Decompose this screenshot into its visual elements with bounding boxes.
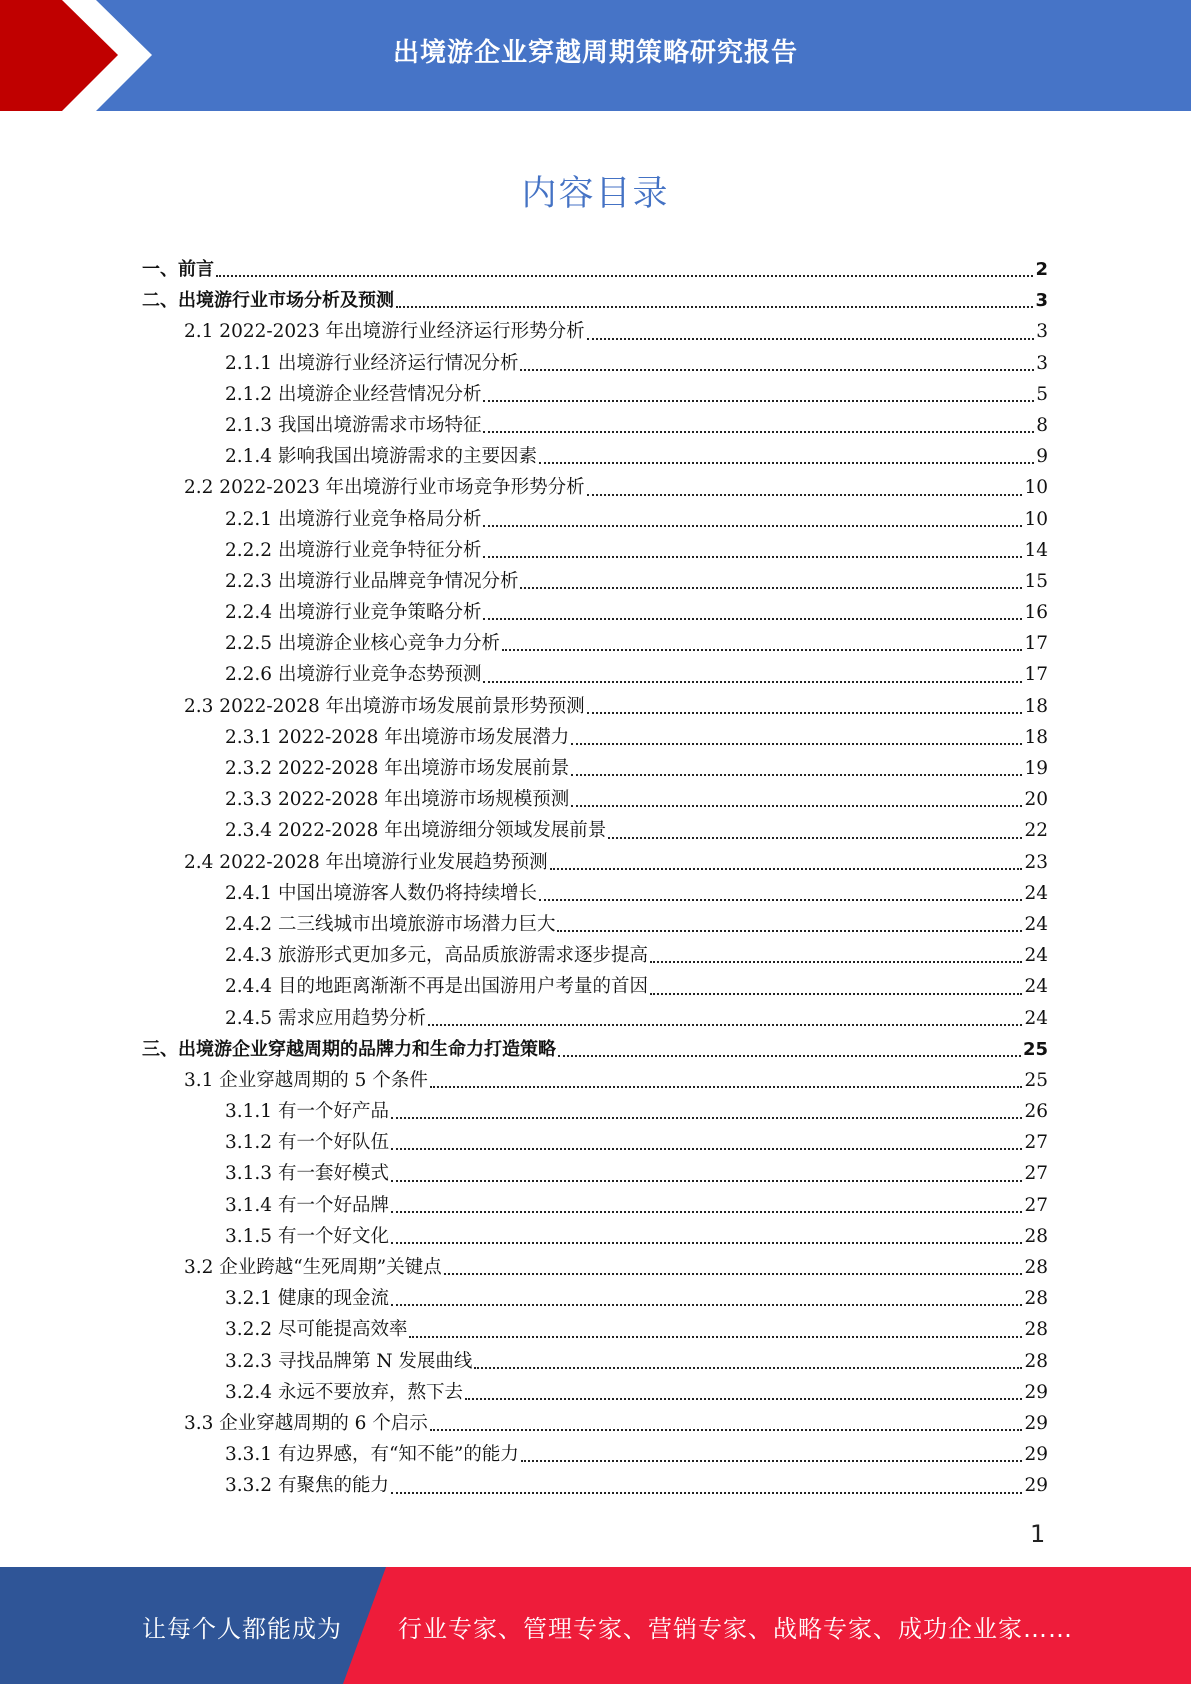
toc-entry-page: 14 (1024, 539, 1048, 561)
toc-entry[interactable] (142, 1252, 1048, 1283)
toc-dot-leader (409, 1335, 1022, 1338)
toc-dot-leader (587, 337, 1035, 340)
toc-dot-leader (483, 680, 1022, 683)
toc-entry-label: 2.2.2 出境游行业竞争特征分析 (225, 539, 482, 561)
toc-entry-label: 2.3 2022-2028 年出境游市场发展前景形势预测 (184, 695, 585, 717)
toc-entry-page: 28 (1024, 1257, 1048, 1278)
toc-entry[interactable] (142, 1221, 1048, 1252)
toc-entry-page: 2 (1035, 259, 1048, 280)
toc-entry-label: 2.2.1 出境游行业竞争格局分析 (225, 508, 482, 530)
toc-dot-leader (391, 1147, 1022, 1150)
toc-entry-label: 2.1.4 影响我国出境游需求的主要因素 (225, 446, 537, 468)
toc-entry-label: 3.2 企业跨越“生死周期”关键点 (184, 1257, 442, 1278)
toc-entry[interactable] (142, 1127, 1048, 1158)
toc-dot-leader (391, 1241, 1022, 1244)
toc-entry-page: 5 (1036, 383, 1048, 405)
toc-entry-label: 2.4.2 二三线城市出境旅游市场潜力巨大 (225, 913, 556, 935)
footer-slogan-left: 让每个人都能成为 (142, 1615, 342, 1643)
toc-entry[interactable] (142, 628, 1048, 659)
toc-entry-label: 3.1 企业穿越周期的 5 个条件 (184, 1069, 428, 1091)
toc-entry-page: 24 (1024, 1007, 1048, 1029)
toc-dot-leader (474, 1366, 1022, 1369)
toc-entry-label: 2.3.1 2022-2028 年出境游市场发展潜力 (225, 726, 570, 748)
toc-entry[interactable] (142, 285, 1048, 316)
toc-dot-leader (430, 1085, 1023, 1088)
toc-entry-label: 2.3.3 2022-2028 年出境游市场规模预测 (225, 789, 570, 811)
toc-entry-label: 一、前言 (142, 259, 214, 280)
toc-title: 内容目录 (521, 174, 670, 214)
toc-entry[interactable] (142, 1190, 1048, 1221)
toc-dot-leader (391, 1210, 1022, 1213)
toc-dot-leader (391, 1116, 1022, 1119)
toc-dot-leader (483, 524, 1022, 527)
toc-dot-leader (587, 493, 1023, 496)
toc-dot-leader (550, 867, 1023, 870)
toc-entry-page: 8 (1036, 414, 1048, 436)
toc-dot-leader (428, 1023, 1022, 1026)
toc-entry-page: 3 (1036, 321, 1048, 343)
toc-dot-leader (571, 742, 1022, 745)
toc-dot-leader (444, 1272, 1023, 1275)
page-footer (0, 1567, 1191, 1684)
toc-entry-page: 10 (1024, 508, 1048, 530)
toc-entry[interactable] (142, 1065, 1048, 1096)
toc-entry[interactable] (142, 659, 1048, 690)
toc-entry-page: 18 (1024, 695, 1048, 717)
toc-entry-page: 28 (1024, 1225, 1048, 1247)
toc-entry[interactable] (142, 379, 1048, 410)
toc-dot-leader (483, 399, 1034, 402)
toc-entry-label: 3.1.4 有一个好品牌 (225, 1194, 389, 1216)
toc-entry[interactable] (142, 441, 1048, 472)
toc-entry-label: 3.1.1 有一个好产品 (225, 1101, 389, 1123)
toc-entry-page: 10 (1024, 477, 1048, 499)
toc-entry[interactable] (142, 878, 1048, 909)
toc-entry-page: 28 (1024, 1319, 1048, 1341)
toc-dot-leader (216, 274, 1033, 277)
toc-entry[interactable] (142, 1470, 1048, 1501)
toc-entry-page: 25 (1022, 1038, 1048, 1060)
toc-entry-page: 29 (1024, 1381, 1048, 1403)
toc-entry[interactable] (142, 909, 1048, 940)
toc-entry-label: 2.1.3 我国出境游需求市场特征 (225, 414, 482, 436)
toc-entry[interactable] (142, 472, 1048, 503)
toc-entry-page: 29 (1024, 1444, 1048, 1466)
toc-entry[interactable] (142, 971, 1048, 1002)
toc-entry-page: 27 (1024, 1163, 1048, 1185)
toc-entry-label: 3.1.2 有一个好队伍 (225, 1132, 389, 1154)
toc-entry-label: 3.1.3 有一套好模式 (225, 1163, 389, 1185)
toc-dot-leader (557, 929, 1022, 932)
toc-entry-page: 26 (1024, 1101, 1048, 1123)
toc-entry-page: 22 (1024, 820, 1048, 842)
toc-entry-page: 24 (1024, 976, 1048, 998)
toc-entry-page: 24 (1024, 882, 1048, 904)
toc-dot-leader (465, 1397, 1022, 1400)
toc-dot-leader (608, 836, 1022, 839)
toc-entry-page: 29 (1024, 1412, 1048, 1434)
toc-entry[interactable] (142, 691, 1048, 722)
toc-dot-leader (391, 1179, 1022, 1182)
toc-entry-label: 2.1 2022-2023 年出境游行业经济运行形势分析 (184, 321, 585, 343)
toc-entry-page: 24 (1024, 945, 1048, 967)
toc-entry[interactable] (142, 316, 1048, 347)
toc-dot-leader (483, 430, 1034, 433)
toc-entry-label: 3.3.2 有聚焦的能力 (225, 1475, 389, 1497)
toc-entry-label: 3.3 企业穿越周期的 6 个启示 (184, 1412, 428, 1434)
toc-entry-label: 2.4.3 旅游形式更加多元，高品质旅游需求逐步提高 (225, 945, 648, 967)
toc-entry-page: 20 (1024, 789, 1048, 811)
toc-entry[interactable] (142, 753, 1048, 784)
toc-entry[interactable] (142, 1283, 1048, 1314)
toc-entry-label: 2.4.1 中国出境游客人数仍将持续增长 (225, 882, 537, 904)
table-of-contents (142, 254, 1048, 1502)
toc-dot-leader (571, 804, 1022, 807)
footer-slogan-right: 行业专家、管理专家、营销专家、战略专家、成功企业家…… (398, 1615, 1073, 1643)
toc-entry-page: 16 (1024, 602, 1048, 624)
toc-dot-leader (520, 368, 1034, 371)
toc-dot-leader (391, 1491, 1022, 1494)
toc-dot-leader (396, 305, 1033, 308)
toc-entry-label: 2.2.4 出境游行业竞争策略分析 (225, 602, 482, 624)
toc-entry-page: 15 (1024, 570, 1048, 592)
toc-dot-leader (391, 1303, 1022, 1306)
toc-entry[interactable] (142, 566, 1048, 597)
toc-entry[interactable] (142, 1439, 1048, 1470)
toc-entry-page: 27 (1024, 1194, 1048, 1216)
header-title: 出境游企业穿越周期策略研究报告 (392, 38, 798, 68)
toc-entry[interactable] (142, 1096, 1048, 1127)
toc-entry-page: 17 (1024, 664, 1048, 686)
toc-entry-label: 3.2.3 寻找品牌第 N 发展曲线 (225, 1350, 473, 1372)
toc-entry-page: 19 (1024, 758, 1048, 779)
toc-entry-label: 2.1.2 出境游企业经营情况分析 (225, 383, 482, 405)
toc-entry[interactable] (142, 597, 1048, 628)
toc-entry-label: 3.3.1 有边界感，有“知不能”的能力 (225, 1444, 519, 1466)
toc-dot-leader (483, 555, 1022, 558)
toc-entry[interactable] (142, 1377, 1048, 1408)
toc-entry-page: 28 (1024, 1288, 1048, 1310)
toc-dot-leader (483, 617, 1022, 620)
toc-entry-label: 2.4 2022-2028 年出境游行业发展趋势预测 (184, 851, 548, 873)
toc-dot-leader (571, 773, 1022, 776)
toc-dot-leader (650, 960, 1022, 963)
toc-entry-page: 24 (1024, 913, 1048, 935)
toc-entry[interactable] (142, 1408, 1048, 1439)
toc-entry[interactable] (142, 847, 1048, 878)
page-number: 1 (1030, 1520, 1046, 1548)
toc-entry-label: 2.2.5 出境游企业核心竞争力分析 (225, 633, 500, 655)
toc-entry-page: 28 (1024, 1350, 1048, 1372)
toc-entry[interactable] (142, 410, 1048, 441)
toc-dot-leader (430, 1428, 1023, 1431)
toc-entry-label: 2.4.4 目的地距离渐渐不再是出国游用户考量的首因 (225, 976, 648, 998)
toc-entry-label: 3.1.5 有一个好文化 (225, 1225, 389, 1247)
toc-dot-leader (650, 992, 1022, 995)
toc-dot-leader (558, 1054, 1021, 1057)
toc-entry-page: 23 (1024, 851, 1048, 873)
toc-dot-leader (502, 648, 1022, 651)
toc-entry-label: 2.2.3 出境游行业品牌竞争情况分析 (225, 570, 519, 592)
toc-entry[interactable] (142, 815, 1048, 846)
toc-entry-label: 2.4.5 需求应用趋势分析 (225, 1007, 426, 1029)
toc-entry[interactable] (142, 504, 1048, 535)
toc-dot-leader (521, 1459, 1023, 1462)
toc-entry[interactable] (142, 722, 1048, 753)
toc-entry[interactable] (142, 535, 1048, 566)
toc-entry-label: 2.3.2 2022-2028 年出境游市场发展前景 (225, 758, 570, 779)
toc-entry[interactable] (142, 1034, 1048, 1065)
toc-dot-leader (539, 898, 1022, 901)
toc-entry-label: 3.2.4 永远不要放弃，熬下去 (225, 1381, 463, 1403)
toc-entry-label: 3.2.2 尽可能提高效率 (225, 1319, 408, 1341)
toc-dot-leader (587, 711, 1023, 714)
toc-entry[interactable] (142, 1003, 1048, 1034)
toc-dot-leader (539, 461, 1034, 464)
toc-dot-leader (520, 586, 1022, 589)
toc-entry-label: 二、出境游行业市场分析及预测 (142, 290, 394, 312)
toc-entry[interactable] (142, 1314, 1048, 1345)
toc-entry-label: 2.3.4 2022-2028 年出境游细分领域发展前景 (225, 820, 607, 842)
toc-entry[interactable] (142, 1158, 1048, 1189)
toc-entry-page: 9 (1036, 446, 1048, 468)
toc-entry[interactable] (142, 348, 1048, 379)
toc-entry-label: 2.1.1 出境游行业经济运行情况分析 (225, 352, 519, 374)
toc-entry[interactable] (142, 254, 1048, 285)
toc-entry-label: 2.2.6 出境游行业竞争态势预测 (225, 664, 482, 686)
page-header (0, 0, 1191, 111)
toc-entry-page: 25 (1024, 1069, 1048, 1091)
toc-entry[interactable] (142, 1346, 1048, 1377)
toc-entry-page: 27 (1024, 1132, 1048, 1154)
toc-entry-label: 3.2.1 健康的现金流 (225, 1288, 389, 1310)
toc-entry-page: 18 (1024, 726, 1048, 748)
toc-entry-page: 17 (1024, 633, 1048, 655)
toc-entry-page: 3 (1035, 290, 1048, 312)
toc-entry-page: 29 (1024, 1475, 1048, 1497)
toc-entry[interactable] (142, 784, 1048, 815)
toc-entry[interactable] (142, 940, 1048, 971)
toc-entry-label: 三、出境游企业穿越周期的品牌力和生命力打造策略 (142, 1038, 556, 1060)
toc-entry-label: 2.2 2022-2023 年出境游行业市场竞争形势分析 (184, 477, 585, 499)
toc-entry-page: 3 (1036, 352, 1048, 374)
